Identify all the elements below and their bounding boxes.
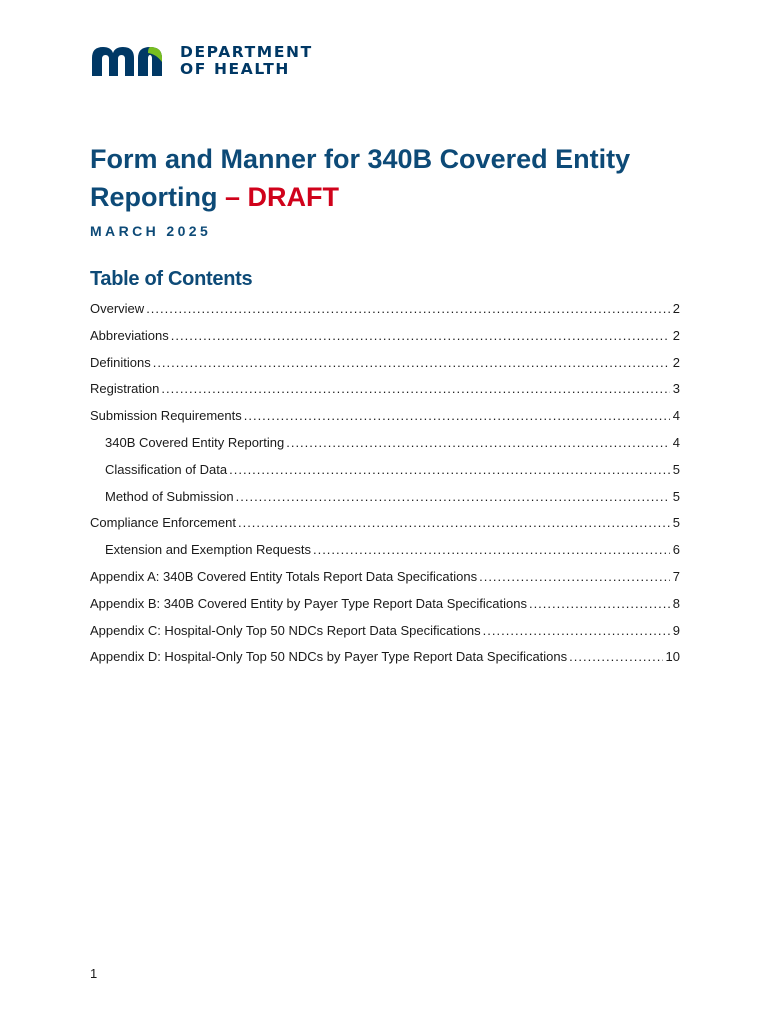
toc-entry-page: 2 (672, 327, 680, 343)
toc-entry-page: 5 (672, 461, 680, 477)
logo-wordmark (180, 44, 313, 78)
toc-entry-classification-of-data[interactable] (90, 462, 680, 489)
toc-entry-page: 6 (672, 542, 680, 558)
document-title (90, 140, 710, 216)
toc-entry-label: Appendix B: 340B Covered Entity by Payer Type Report Data Specifications (90, 595, 527, 611)
toc-entry-compliance-enforcement[interactable] (90, 515, 680, 542)
toc-entry-page: 5 (672, 488, 680, 504)
toc-entry-overview[interactable] (90, 301, 680, 328)
toc-entry-label: Extension and Exemption Requests (105, 542, 311, 558)
toc-entry-label: Overview (90, 301, 145, 316)
toc-entry-page: 4 (672, 408, 680, 424)
toc-entry-appendix-c[interactable] (90, 623, 680, 650)
toc-entry-page: 2 (672, 354, 680, 370)
toc-entry-page: 3 (672, 381, 680, 397)
toc-leader-dots (479, 569, 670, 584)
toc-entry-page: 10 (665, 649, 680, 665)
document-date: MARCH 2025 (90, 223, 212, 239)
toc-entry-page: 9 (672, 622, 680, 638)
toc-heading: Table of Contents (90, 268, 253, 290)
toc-entry-abbreviations[interactable] (90, 328, 680, 355)
toc-entry-page: 2 (672, 301, 680, 316)
toc-leader-dots (171, 328, 670, 343)
toc-entry-page: 7 (672, 568, 680, 584)
toc-entry-label: Appendix A: 340B Covered Entity Totals Report Data Specifications (90, 568, 478, 584)
toc-entry-definitions[interactable] (90, 355, 680, 382)
toc-entry-label: Registration (90, 381, 160, 397)
toc-leader-dots (229, 462, 670, 477)
toc-entry-registration[interactable] (90, 381, 680, 408)
toc-entry-page: 4 (672, 434, 680, 450)
toc-entry-340b-covered-entity-reporting[interactable] (90, 435, 680, 462)
toc-entry-label: Definitions (90, 354, 151, 370)
toc-entry-label: Compliance Enforcement (90, 515, 236, 531)
toc-entry-page: 5 (672, 515, 680, 531)
mdh-logo (90, 44, 313, 78)
title-draft-label: DRAFT (247, 182, 340, 212)
toc-entry-appendix-b[interactable] (90, 596, 680, 623)
toc-entry-extension-and-exemption-requests[interactable] (90, 542, 680, 569)
toc-entry-appendix-d[interactable] (90, 649, 680, 676)
logo-line-1: DEPARTMENT (180, 43, 313, 61)
logo-line-2: OF HEALTH (180, 60, 290, 78)
toc-entry-label: Appendix C: Hospital-Only Top 50 NDCs Report Data Specifications (90, 622, 481, 638)
toc-leader-dots (313, 542, 670, 557)
toc-entry-label: Appendix D: Hospital-Only Top 50 NDCs by Payer Type Report Data Specifications (90, 649, 568, 665)
toc-leader-dots (153, 355, 670, 370)
toc-entry-method-of-submission[interactable] (90, 489, 680, 516)
toc-entry-label: Method of Submission (105, 488, 234, 504)
toc-entry-appendix-a[interactable] (90, 569, 680, 596)
toc-entry-label: Classification of Data (105, 461, 228, 477)
toc-entry-submission-requirements[interactable] (90, 408, 680, 435)
toc-entry-label: Submission Requirements (90, 408, 242, 424)
page-number: 1 (90, 966, 98, 981)
toc-entry-label: Abbreviations (90, 327, 169, 343)
toc-entry-page: 8 (672, 595, 680, 611)
toc-leader-dots (236, 489, 670, 504)
toc-leader-dots (483, 623, 670, 638)
toc-entry-label: 340B Covered Entity Reporting (105, 434, 285, 450)
table-of-contents (90, 301, 680, 676)
toc-leader-dots (244, 408, 670, 423)
mn-logo-icon (90, 44, 174, 78)
toc-leader-dots (286, 435, 670, 450)
toc-leader-dots (238, 515, 670, 530)
toc-leader-dots (529, 596, 670, 611)
title-main: Form and Manner for 340B Covered Entity Reporting (90, 144, 631, 212)
title-dash: – (217, 182, 248, 212)
toc-leader-dots (161, 381, 669, 396)
toc-leader-dots (146, 301, 670, 316)
toc-leader-dots (569, 649, 662, 664)
